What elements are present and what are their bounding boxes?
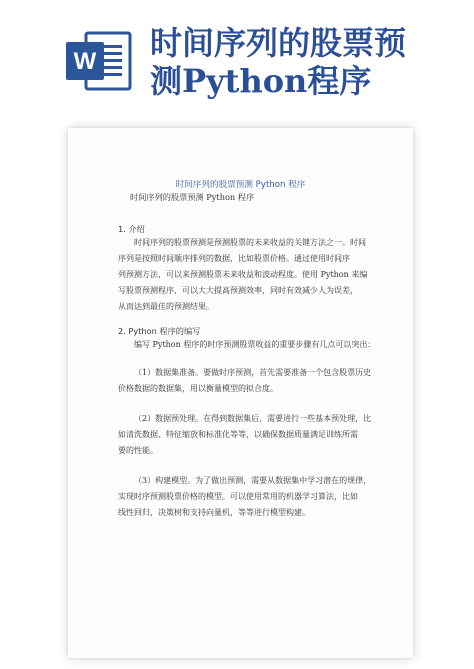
step-2-paragraph <box>118 411 372 459</box>
step-line: （3）构建模型。为了做出预测，需要从数据集中学习潜在的规律， <box>134 476 372 485</box>
intro-line: 序列是按照时间顺序排列的数据，比如股票价格。通过使用时间序 <box>118 254 350 263</box>
document-subtitle: 时间序列的股票预测 Python 程序 <box>130 192 255 202</box>
page-title-line-1: 时间序列的股票预 <box>150 24 407 62</box>
header-banner <box>0 0 474 110</box>
page-title-line-2: 测Python程序 <box>150 62 372 100</box>
step-3-paragraph <box>118 473 372 521</box>
intro-line: 列预测方法，可以来预测股票未来收益和波动程度。使用 Python 来编 <box>118 270 368 279</box>
intro-line: 从而达到最佳的预测结果。 <box>118 302 214 311</box>
intro-line: 写股票预测程序，可以大大提高预测效率，同时有效减少人为误差， <box>118 286 358 295</box>
step-line: （2）数据预处理。在得到数据集后，需要进行一些基本预处理，比 <box>134 414 372 423</box>
step-line: 实现时序预测股票价格的模型。可以使用常用的机器学习算法，比如 <box>118 492 358 501</box>
python-intro-paragraph <box>118 337 376 353</box>
svg-text:W: W <box>73 48 97 75</box>
document-title: 时间序列的股票预测 Python 程序 <box>175 180 306 190</box>
step-line: （1）数据集准备。要做时序预测，首先需要准备一个包含股票历史 <box>134 368 372 377</box>
python-intro-line: 编写 Python 程序的时序预测股票收益的重要步骤有几点可以突出： <box>134 340 376 349</box>
step-1-paragraph <box>118 365 372 397</box>
step-line: 如清洗数据、特征缩放和标准化等等，以确保数据质量满足训练所需 <box>118 430 358 439</box>
word-document-icon <box>62 30 134 92</box>
step-line: 线性回归，决策树和支持向量机，等等进行模型构建。 <box>118 508 310 517</box>
intro-line: 时间序列的股票预测是预测股票的未来收益的关键方法之一。时间 <box>134 238 366 247</box>
section-heading-intro: 1. 介绍 <box>118 224 145 234</box>
document-page <box>68 128 413 658</box>
intro-paragraph <box>118 235 368 315</box>
step-line: 要的性能。 <box>118 446 158 455</box>
step-line: 价格数据的数据集，用以衡量模型的拟合度。 <box>118 384 278 393</box>
section-heading-python: 2. Python 程序的编写 <box>118 326 201 336</box>
page-title <box>150 24 450 100</box>
